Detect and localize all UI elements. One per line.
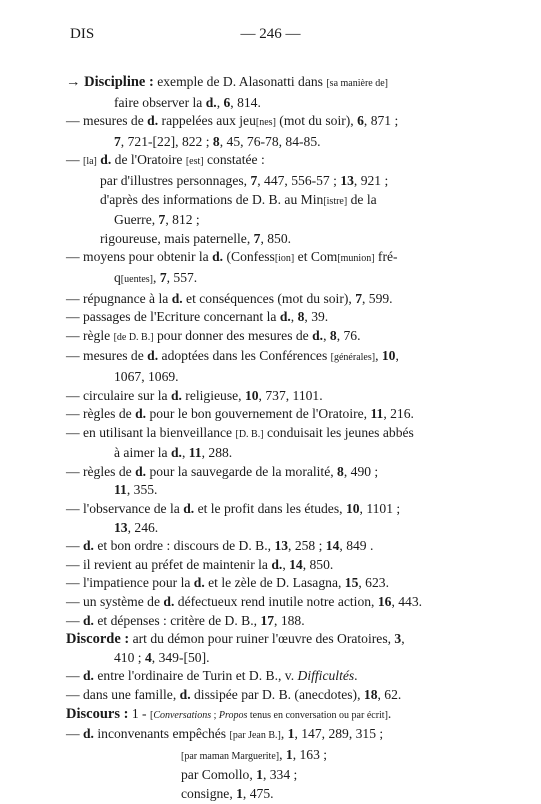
- index-line: Discorde : art du démon pour ruiner l'œuvre des Oratoires, 3,: [66, 631, 405, 648]
- index-line: — [la] d. de l'Oratoire [est] constatée :: [66, 152, 265, 168]
- index-line: q[uentes], 7, 557.: [114, 269, 198, 285]
- index-line: — l'observance de la d. et le profit dans les études, 10, 1101 ;: [66, 501, 401, 517]
- index-line: Guerre, 7, 812 ;: [114, 212, 200, 228]
- index-line: 7, 721-[22], 822 ; 8, 45, 76-78, 84-85.: [114, 133, 321, 149]
- index-line: — moyens pour obtenir la d. (Confess[ion] et Com[munion] fré-: [66, 249, 398, 265]
- index-line: — dans une famille, d. dissipée par D. B. (anecdotes), 18, 62.: [66, 687, 402, 702]
- index-line: rigoureuse, mais paternelle, 7, 850.: [100, 230, 292, 246]
- index-line: [par maman Marguerite], 1, 163 ;: [181, 746, 328, 762]
- index-line: — mesures de d. rappelées aux jeu[nes] (mot du soir), 6, 871 ;: [66, 113, 399, 129]
- index-line: → Discipline : exemple de D. Alasonatti dans [sa manière de]: [66, 74, 388, 90]
- index-line: — mesures de d. adoptées dans les Conférences [générales], 10,: [66, 348, 399, 364]
- index-line: consigne, 1, 475.: [181, 785, 274, 801]
- index-line: 13, 246.: [114, 519, 159, 535]
- index-line: Discours : 1 - [Conversations ; Propos tenus en conversation ou par écrit].: [66, 705, 392, 722]
- index-line: par Comollo, 1, 334 ;: [181, 767, 298, 783]
- page-number: — 246 —: [240, 26, 301, 42]
- index-line: — en utilisant la bienveillance [D. B.] conduisait les jeunes abbés: [66, 424, 414, 440]
- index-line: — répugnance à la d. et conséquences (mot du soir), 7, 599.: [66, 290, 393, 306]
- index-line: — d. et bon ordre : discours de D. B., 13, 258 ; 14, 849 .: [66, 538, 374, 554]
- index-line: — règle [de D. B.] pour donner des mesures de d., 8, 76.: [66, 327, 361, 343]
- running-head-left: DIS: [70, 26, 95, 42]
- index-line: — d. entre l'ordinaire de Turin et D. B., v. Difficultés.: [66, 668, 358, 684]
- index-line: — règles de d. pour le bon gouvernement de l'Oratoire, 11, 216.: [66, 406, 414, 422]
- index-line: 410 ; 4, 349-[50].: [114, 649, 210, 665]
- index-line: — règles de d. pour la sauvegarde de la moralité, 8, 490 ;: [66, 463, 379, 479]
- index-line: — passages de l'Ecriture concernant la d., 8, 39.: [66, 309, 329, 325]
- index-line: faire observer la d., 6, 814.: [114, 94, 261, 110]
- index-entries: [66, 73, 476, 804]
- index-line: d'après des informations de D. B. au Min[istre] de la: [100, 191, 377, 207]
- index-line: — d. et dépenses : critère de D. B., 17, 188.: [66, 612, 305, 628]
- index-line: — d. inconvenants empêchés [par Jean B.], 1, 147, 289, 315 ;: [66, 726, 384, 742]
- index-line: — un système de d. défectueux rend inutile notre action, 16, 443.: [66, 594, 423, 610]
- index-line: par d'illustres personnages, 7, 447, 556-57 ; 13, 921 ;: [100, 172, 389, 188]
- index-line: 11, 355.: [114, 482, 158, 498]
- index-line: — l'impatience pour la d. et le zèle de D. Lasagna, 15, 623.: [66, 575, 389, 591]
- index-line: 1067, 1069.: [114, 368, 179, 384]
- index-line: — il revient au préfet de maintenir la d., 14, 850.: [66, 556, 334, 572]
- index-line: — circulaire sur la d. religieuse, 10, 737, 1101.: [66, 387, 323, 403]
- index-line: à aimer la d., 11, 288.: [114, 445, 233, 461]
